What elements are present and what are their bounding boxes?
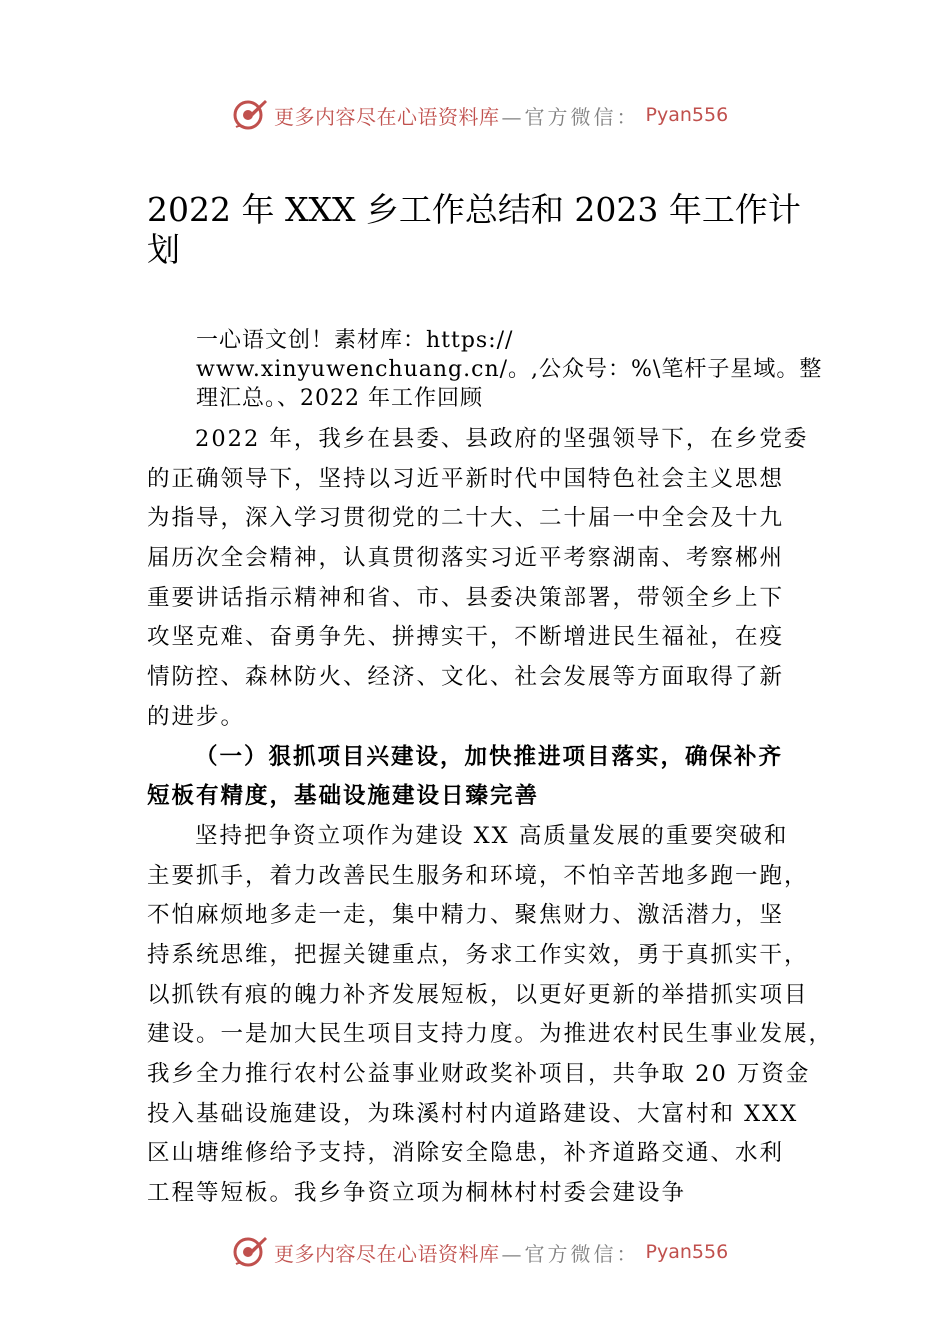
title-line: 2022 年 XXX 乡工作总结和 2023 年工作计: [147, 190, 801, 229]
paragraph-line: 持系统思维，把握关键重点，务求工作实效，勇于真抓实干，: [147, 941, 809, 968]
header-banner: [232, 95, 728, 135]
banner-wechat-label: —官方微信：: [501, 1241, 640, 1266]
banner-text: 更多内容尽在心语资料库: [274, 104, 500, 129]
paragraph-line: 重要讲话指示精神和省、市、县委决策部署，带领全乡上下: [147, 584, 785, 611]
paragraph-line: 工程等短板。我乡争资立项为桐林村村委会建设争: [147, 1180, 687, 1207]
paragraph-line: 主要抓手，着力改善民生服务和环境，不怕辛苦地多跑一跑，: [147, 862, 809, 889]
paragraph-line: 投入基础设施建设，为珠溪村村内道路建设、大富村和 XXX: [147, 1100, 799, 1127]
paragraph-line: 的进步。: [147, 703, 246, 730]
paragraph-line: 区山塘维修给予支持，消除安全隐患，补齐道路交通、水利: [147, 1140, 785, 1167]
paragraph-line: 为指导，深入学习贯彻党的二十大、二十届一中全会及十九: [147, 505, 785, 532]
paragraph-line: 届历次全会精神，认真贯彻落实习近平考察湖南、考察郴州: [147, 545, 785, 572]
footer-banner: [232, 1232, 728, 1272]
banner-wechat-id: Pyan556: [645, 1241, 729, 1263]
source-note-line: 理汇总。、2022 年工作回顾: [196, 386, 483, 411]
section-heading-line: 短板有精度，基础设施建设日臻完善: [147, 783, 540, 810]
paragraph-line: 2022 年，我乡在县委、县政府的坚强领导下，在乡党委: [195, 426, 809, 452]
section-heading-line: （一）狠抓项目兴建设，加快推进项目落实，确保补齐: [195, 743, 784, 770]
source-note-line: www.xinyuwenchuang.cn/。,公众号：%\笔杆子星域。整: [196, 357, 823, 382]
source-note-line: 一心语文创！素材库：https://: [196, 328, 514, 353]
paragraph-line: 情防控、森林防火、经济、文化、社会发展等方面取得了新: [147, 664, 785, 691]
paragraph-line: 攻坚克难、奋勇争先、拼搏实干，不断增进民生福祉，在疫: [147, 624, 785, 651]
banner-wechat-label: —官方微信：: [501, 104, 640, 129]
paragraph-line: 的正确领导下，坚持以习近平新时代中国特色社会主义思想: [147, 465, 785, 492]
document-title: [147, 190, 827, 270]
banner-text: 更多内容尽在心语资料库: [274, 1241, 500, 1266]
pen-logo-icon: [232, 97, 268, 133]
paragraph-line: 不怕麻烦地多走一走，集中精力、聚焦财力、激活潜力，坚: [147, 902, 785, 929]
paragraph-line: 我乡全力推行农村公益事业财政奖补项目，共争取 20 万资金: [147, 1061, 811, 1087]
paragraph-line: 以抓铁有痕的魄力补齐发展短板，以更好更新的举措抓实项目: [147, 981, 809, 1008]
source-note: [196, 326, 836, 413]
paragraph-line: 建设。一是加大民生项目支持力度。为推进农村民生事业发展，: [147, 1021, 834, 1048]
banner-wechat-id: Pyan556: [645, 104, 729, 126]
pen-logo-icon: [232, 1234, 268, 1270]
paragraph-line: 坚持把争资立项作为建设 XX 高质量发展的重要突破和: [195, 822, 789, 849]
title-line: 划: [147, 230, 180, 269]
document-body: [147, 420, 847, 1214]
